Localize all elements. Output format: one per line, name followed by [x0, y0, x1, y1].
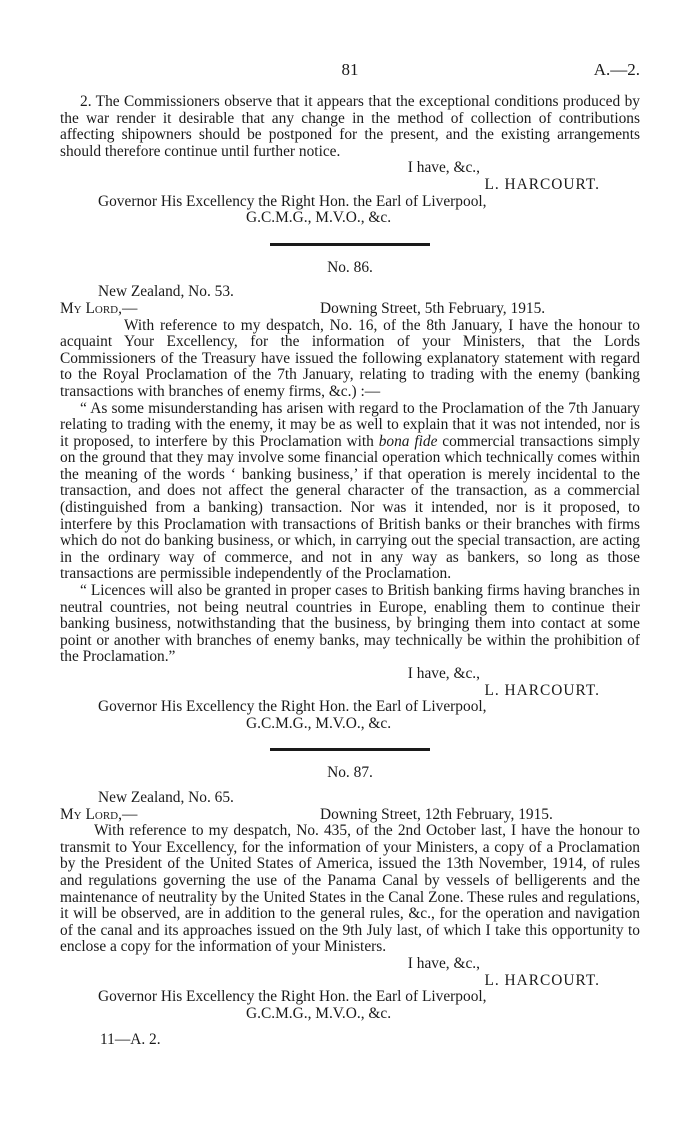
letter-86-reference: New Zealand, No. 53.: [98, 283, 234, 301]
letter-86-salutation: My Lord,—: [60, 299, 138, 317]
letter-87-closing: I have, &c.,: [407, 954, 480, 972]
letter-87-dateline: Downing Street, 12th February, 1915.: [320, 805, 553, 823]
letter-86-salutation-line: [60, 301, 640, 318]
letter-86-paragraph-2: [60, 401, 640, 584]
letter-86-paragraph-3: “ Licences will also be granted in proper cases to British banking firms having branches in neutral countries, not being neutral countries in Europe, enabling them to continue their banking business, notwithstanding that the business, by bringing them into contact at some point or another with branches of enemy banks, may technically be within the prohibition of the Proclamation.”: [60, 582, 640, 666]
letter-87-addressee-honours: G.C.M.G., M.V.O., &c.: [246, 1004, 392, 1022]
letter-87-addressee: Governor His Excellency the Right Hon. the Earl of Liverpool,: [98, 988, 487, 1006]
letter-87-paragraph-1: With reference to my despatch, No. 435, of the 2nd October last, I have the honour to transmit to Your Excellency, for the information of your Ministers, a copy of a Proclamation by the President of the United States of America, issued the 13th November, 1914, of rules and regulations governing the use of the Panama Canal by vessels of belligerents and the maintenance of neutrality by the United States in the Canal Zone. These rules and regulations, it will be observed, are in addition to the general rules, &c., for the operation and navigation of the canal and its approaches issued on the 9th July last, of which I take this opportunity to enclose a copy for the information of your Ministers.: [60, 822, 640, 956]
letter-85-closing: I have, &c.,: [407, 159, 480, 177]
letter-86-addressee-honours: G.C.M.G., M.V.O., &c.: [246, 714, 392, 732]
section-divider: [270, 243, 430, 246]
letter-86-paragraph-1: With reference to my despatch, No. 16, of the 8th January, I have the honour to acquaint Your Excellency, for the information of your Ministers, that the Lords Commissioners of the Treasury have issued the following explanatory statement with regard to the Royal Proclamation of the 7th January, relating to trading with the enemy (banking transactions with branches of enemy firms, &c.) :—: [60, 316, 640, 400]
letter-86-number: No. 86.: [327, 258, 373, 276]
letter-85-addressee: Governor His Excellency the Right Hon. the Earl of Liverpool,: [98, 192, 487, 210]
signature-mark: 11—A. 2.: [100, 1031, 161, 1049]
page-number: 81: [341, 60, 359, 79]
letter-86-addressee: Governor His Excellency the Right Hon. the Earl of Liverpool,: [98, 698, 487, 716]
page-header: [60, 60, 640, 82]
letter-86-paragraph-2-end: commercial transactions simply on the ground that they may involve some financial operation which technically comes within the meaning of the words ‘ banking business,’ if that operation is merely incidental to the transaction, and does not affect the general character of the transaction, as a commercial (distinguished from a banking) transaction. Nor was it intended, nor is it proposed, to interfere by this Proclamation with transactions of British banks or their branches with firms which do not do banking business, or which, in carrying out the special transaction, are acting in the ordinary way of commerce, and not in any way as bankers, so long as those transactions are permissible independently of the Proclamation.: [60, 432, 640, 583]
document-reference: A.—2.: [593, 60, 640, 79]
section-divider: [270, 748, 430, 751]
page-body: [60, 94, 640, 1049]
letter-87: [60, 765, 640, 1022]
letter-86-closing: I have, &c.,: [407, 665, 480, 682]
letter-87-salutation-line: [60, 807, 640, 824]
letter-87-number: No. 87.: [327, 764, 373, 782]
letter-85-continuation: [60, 94, 640, 227]
letter-86: [60, 260, 640, 733]
letter-87-reference: New Zealand, No. 65.: [98, 788, 234, 806]
letter-85-paragraph: 2. The Commissioners observe that it appears that the exceptional conditions produced by the war render it desirable that any change in the method of collection of contributions affecting shipowners should be postponed for the present, and the existing arrangements should therefore continue until further notice.: [60, 93, 640, 160]
letter-85-addressee-honours: G.C.M.G., M.V.O., &c.: [246, 209, 392, 227]
letter-87-salutation: My Lord,—: [60, 805, 138, 823]
letter-85-signature: L. HARCOURT.: [484, 175, 600, 193]
letter-86-paragraph-2-start: “ As some misunderstanding has arisen with regard to the Proclamation of the 7th January relating to trading with the enemy, it may be as well to explain that it was not intended, nor is it proposed, to interfere by this Proclamation with: [60, 399, 640, 450]
letter-87-signature: L. HARCOURT.: [484, 971, 600, 989]
letter-86-dateline: Downing Street, 5th February, 1915.: [320, 299, 546, 317]
letter-86-signature: L. HARCOURT.: [484, 681, 600, 699]
letter-86-paragraph-2-italic: bona fide: [378, 432, 438, 450]
